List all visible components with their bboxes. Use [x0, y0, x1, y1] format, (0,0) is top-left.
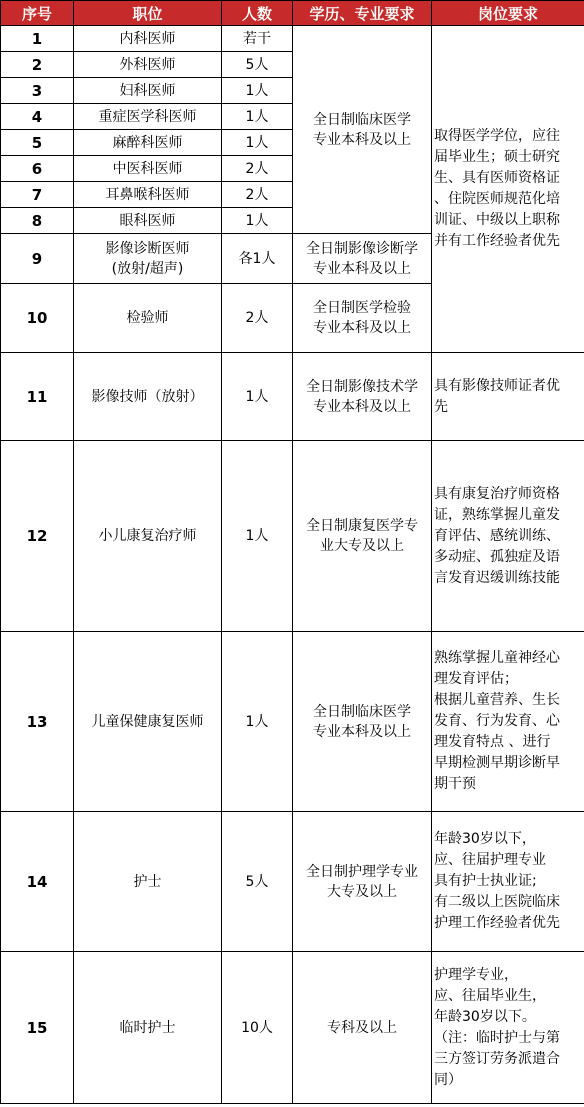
table-row — [1, 353, 584, 441]
header-education: 学历、专业要求 — [293, 1, 432, 26]
education-cell: 全日制护理学专业 大专及以上 — [293, 812, 432, 952]
row-number: 13 — [1, 632, 74, 812]
row-number: 8 — [1, 208, 74, 234]
table-row — [1, 952, 584, 1104]
position-cell: 检验师 — [74, 284, 222, 353]
education-cell: 全日制临床医学 专业本科及以上 — [293, 632, 432, 812]
table-row — [1, 441, 584, 632]
count-cell: 1人 — [222, 130, 293, 156]
count-cell: 2人 — [222, 156, 293, 182]
education-cell: 专科及以上 — [293, 952, 432, 1104]
count-cell: 2人 — [222, 182, 293, 208]
position-cell: 眼科医师 — [74, 208, 222, 234]
position-cell: 麻醉科医师 — [74, 130, 222, 156]
count-cell: 10人 — [222, 952, 293, 1104]
count-cell: 若干 — [222, 26, 293, 52]
requirements-cell: 具有康复治疗师资格 证，熟练掌握儿童发 育评估、感统训练、 多动症、孤独症及语 言发育迟缓训练技能 — [432, 441, 584, 632]
education-cell: 全日制临床医学 专业本科及以上 — [293, 26, 432, 234]
header-position: 职位 — [74, 1, 222, 26]
requirements-cell: 具有影像技师证者优 先 — [432, 353, 584, 441]
table-row — [1, 812, 584, 952]
position-cell: 内科医师 — [74, 26, 222, 52]
table-row — [1, 632, 584, 812]
count-cell: 各1人 — [222, 234, 293, 284]
row-number: 4 — [1, 104, 74, 130]
count-cell: 1人 — [222, 441, 293, 632]
header-count: 人数 — [222, 1, 293, 26]
count-cell: 5人 — [222, 52, 293, 78]
row-number: 10 — [1, 284, 74, 353]
table-row — [1, 26, 584, 52]
count-cell: 1人 — [222, 632, 293, 812]
position-cell: 外科医师 — [74, 52, 222, 78]
position-cell: 妇科医师 — [74, 78, 222, 104]
header-number: 序号 — [1, 1, 74, 26]
position-cell: 耳鼻喉科医师 — [74, 182, 222, 208]
row-number: 11 — [1, 353, 74, 441]
education-cell: 全日制影像技术学 专业本科及以上 — [293, 353, 432, 441]
position-cell: 临时护士 — [74, 952, 222, 1104]
position-cell: 重症医学科医师 — [74, 104, 222, 130]
row-number: 12 — [1, 441, 74, 632]
education-cell: 全日制影像诊断学 专业本科及以上 — [293, 234, 432, 284]
position-cell: 小儿康复治疗师 — [74, 441, 222, 632]
count-cell: 1人 — [222, 78, 293, 104]
position-cell: 护士 — [74, 812, 222, 952]
row-number: 7 — [1, 182, 74, 208]
position-cell: 中医科医师 — [74, 156, 222, 182]
count-cell: 1人 — [222, 353, 293, 441]
education-cell: 全日制医学检验 专业本科及以上 — [293, 284, 432, 353]
count-cell: 2人 — [222, 284, 293, 353]
row-number: 3 — [1, 78, 74, 104]
row-number: 14 — [1, 812, 74, 952]
position-cell: 影像诊断医师 (放射/超声) — [74, 234, 222, 284]
row-number: 15 — [1, 952, 74, 1104]
requirements-cell: 年龄30岁以下， 应、往届护理专业 具有护士执业证; 有二级以上医院临床 护理工作经验者优先 — [432, 812, 584, 952]
row-number: 5 — [1, 130, 74, 156]
requirements-cell: 熟练掌握儿童神经心 理发育评估； 根据儿童营养、生长 发育、行为发育、心 理发育特点 、进行 早期检测早期诊断早 期干预 — [432, 632, 584, 812]
requirements-cell: 取得医学学位，应往 届毕业生；硕士研究 生、具有医师资格证 、住院医师规范化培 训证、中级以上职称 并有工作经验者优先 — [432, 26, 584, 353]
header-row — [1, 1, 584, 26]
count-cell: 1人 — [222, 208, 293, 234]
row-number: 9 — [1, 234, 74, 284]
education-cell: 全日制康复医学专 业大专及以上 — [293, 441, 432, 632]
requirements-cell: 护理学专业， 应、往届毕业生， 年龄30岁以下。 （注：临时护士与第 三方签订劳务派遣合 同） — [432, 952, 584, 1104]
position-cell: 儿童保健康复医师 — [74, 632, 222, 812]
count-cell: 5人 — [222, 812, 293, 952]
row-number: 1 — [1, 26, 74, 52]
row-number: 2 — [1, 52, 74, 78]
position-cell: 影像技师（放射） — [74, 353, 222, 441]
count-cell: 1人 — [222, 104, 293, 130]
row-number: 6 — [1, 156, 74, 182]
header-requirements: 岗位要求 — [432, 1, 584, 26]
